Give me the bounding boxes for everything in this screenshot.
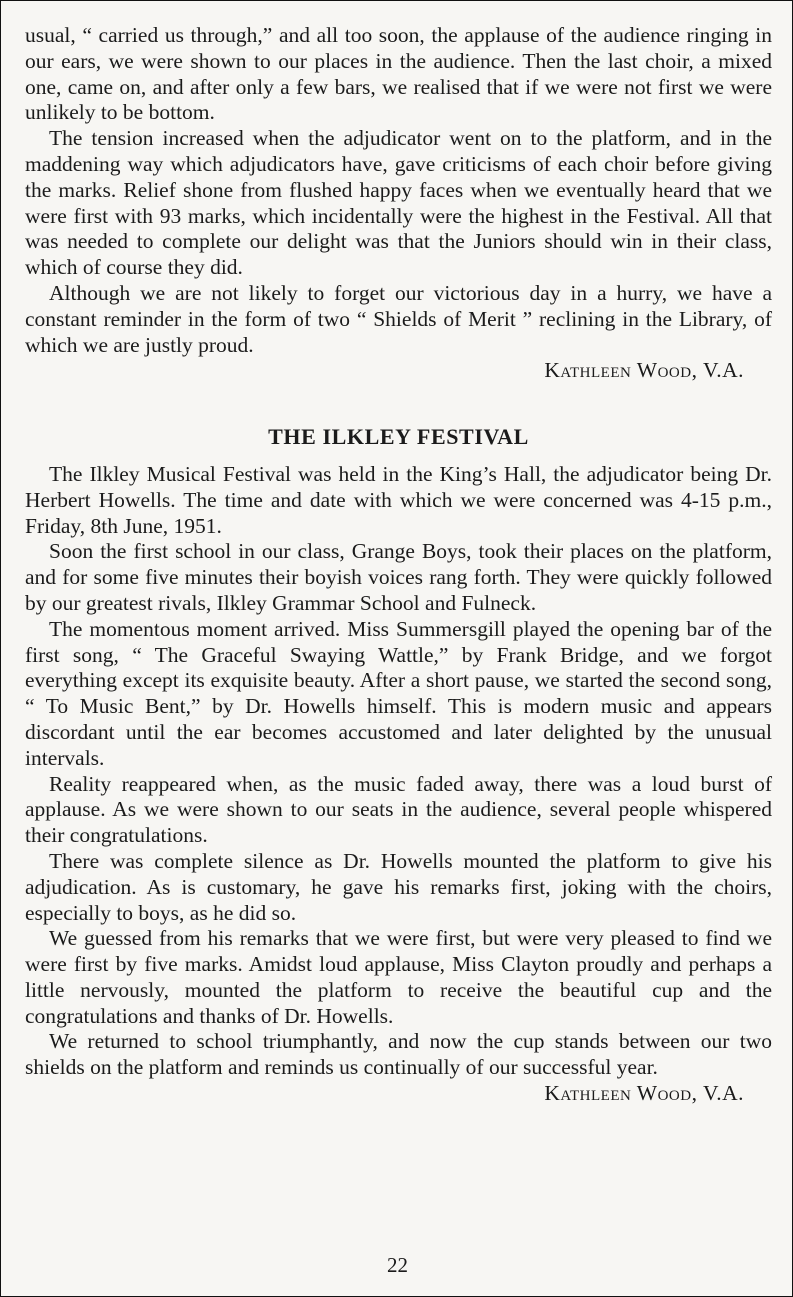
paragraph: Although we are not likely to forget our victorious day in a hurry, we have a constant reminder in the form of two “ Shields of Merit ” reclining in the Library, of which we are justly proud.: [25, 280, 772, 357]
paragraph: The tension increased when the adjudicator went on to the platform, and in the maddening way which adjudicators have, gave criticisms of each choir before giving the marks. Relief shone from flushed happy faces when we eventually heard that we were first with 93 marks, which incidentally were the highest in the Festival. All that was needed to complete our delight was that the Juniors should win in their class, which of course they did.: [25, 126, 772, 280]
ilkley-festival-section: [25, 424, 772, 1107]
section-title: THE ILKLEY FESTIVAL: [268, 424, 529, 450]
choir-report-section: [25, 23, 772, 384]
paragraph: The Ilkley Musical Festival was held in the King’s Hall, the adjudicator being Dr. Herbert Howells. The time and date with which we were concerned was 4-15 p.m., Friday, 8th June, 1951.: [25, 461, 772, 538]
paragraph: Soon the first school in our class, Grange Boys, took their places on the platform, and for some five minutes their boyish voices rang forth. They were quickly followed by our greatest rivals, Ilkley Grammar School and Fulneck.: [25, 539, 772, 615]
paragraph: There was complete silence as Dr. Howells mounted the platform to give his adjudication. As is customary, he gave his remarks first, joking with the choirs, especially to boys, as he did so.: [25, 848, 772, 925]
paragraph: The momentous moment arrived. Miss Summersgill played the opening bar of the first song, “ The Graceful Swaying Wattle,” by Frank Bridge, and we forgot everything except its exquisite beauty. After a short pause, we started the second song, “ To Music Bent,” by Dr. Howells himself. This is modern music and appears discordant until the ear becomes accustomed and later delighted by the unusual intervals.: [25, 616, 772, 770]
section-spacer: [25, 384, 772, 424]
author-signature: Kathleen Wood, V.A.: [544, 1081, 744, 1106]
paragraph-text: We returned to school triumphantly, and now the cup stands between our two shields on the platform and reminds us continually of our successful year.: [25, 1029, 772, 1080]
page-number: 22: [387, 1253, 408, 1277]
paragraph: We guessed from his remarks that we were first, but were very pleased to find we were first by five marks. Amidst loud applause, Miss Clayton proudly and perhaps a little nervously, mounted the platform to receive the beautiful cup and the congratulations and thanks of Dr. Howells.: [25, 926, 772, 1028]
author-signature: Kathleen Wood, V.A.: [544, 358, 744, 383]
document-page: [25, 23, 772, 1107]
paragraph: Reality reappeared when, as the music faded away, there was a loud burst of applause. As we were shown to our seats in the audience, several people whispered their congratulations.: [25, 771, 772, 848]
paragraph: [25, 1029, 772, 1106]
paragraph: usual, “ carried us through,” and all too soon, the applause of the audience ringing in our ears, we were shown to our places in the audience. Then the last choir, a mixed one, came on, and after only a few bars, we realised that if we were not first we were unlikely to be bottom.: [25, 23, 772, 125]
